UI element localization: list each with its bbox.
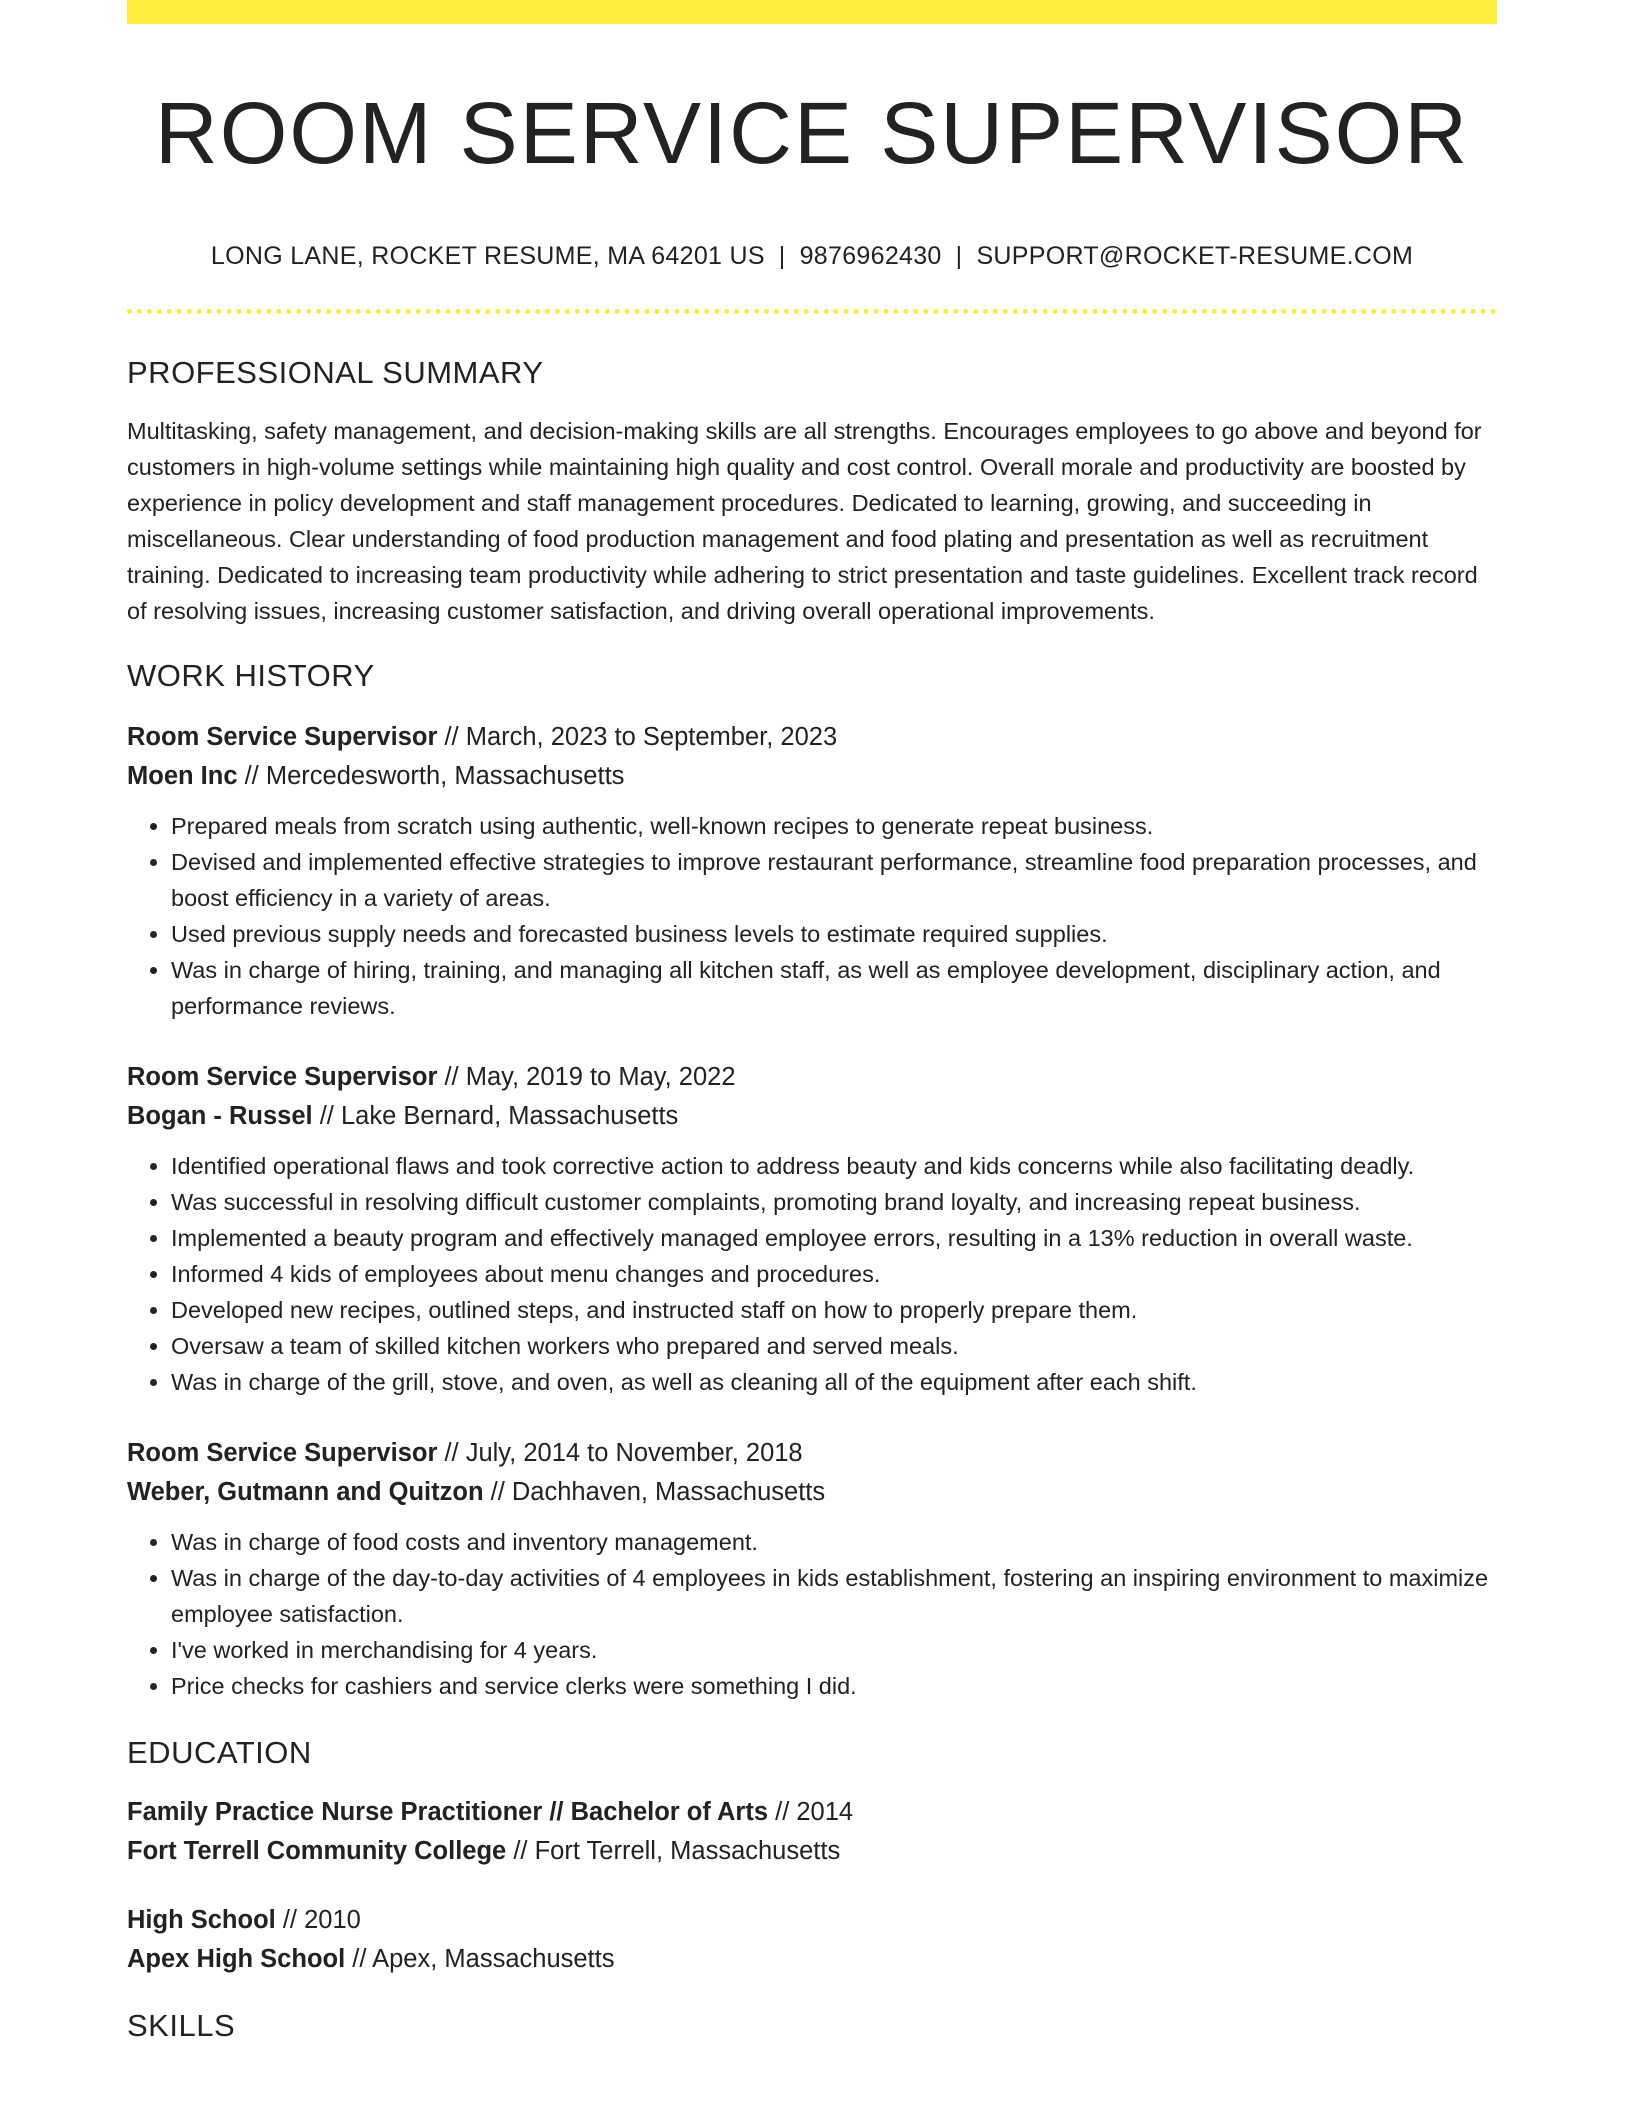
education-location: // Apex, Massachusetts — [345, 1945, 615, 1974]
job-role: Room Service Supervisor — [127, 1063, 438, 1092]
job-entry — [127, 1434, 1497, 1704]
job-company: Weber, Gutmann and Quitzon — [127, 1478, 484, 1507]
job-bullet: • Devised and implemented effective strategies to improve restaurant performance, streamline food preparation processes, and boost efficiency in a variety of areas. — [171, 844, 1497, 916]
job-bullet: • Was in charge of the day-to-day activities of 4 employees in kids establishment, fostering an inspiring environment to maximize employee satisfaction. — [171, 1560, 1497, 1632]
job-bullet: • Price checks for cashiers and service clerks were something I did. — [171, 1668, 1497, 1704]
education-year: // 2014 — [768, 1798, 854, 1827]
contact-line — [127, 242, 1497, 271]
job-company-line — [127, 757, 1497, 796]
job-dates: // July, 2014 to November, 2018 — [437, 1439, 803, 1468]
contact-email: SUPPORT@ROCKET-RESUME.COM — [976, 241, 1414, 270]
job-bullet: • Oversaw a team of skilled kitchen workers who prepared and served meals. — [171, 1328, 1497, 1364]
job-bullet: • Was in charge of the grill, stove, and oven, as well as cleaning all of the equipment after each shift. — [171, 1364, 1497, 1400]
job-dates: // May, 2019 to May, 2022 — [437, 1063, 736, 1092]
job-entry — [127, 718, 1497, 1024]
job-bullet: • Informed 4 kids of employees about menu changes and procedures. — [171, 1256, 1497, 1292]
contact-address: LONG LANE, ROCKET RESUME, MA 64201 US — [210, 241, 765, 270]
job-company-line — [127, 1097, 1497, 1136]
education-location: // Fort Terrell, Massachusetts — [506, 1837, 841, 1866]
education-degree-line — [127, 1901, 1497, 1940]
job-role-line — [127, 1434, 1497, 1473]
resume-name: ROOM SERVICE SUPERVISOR — [154, 85, 1470, 182]
education-school-line — [127, 1832, 1497, 1871]
job-bullet: • Was successful in resolving difficult customer complaints, promoting brand loyalty, and increasing repeat business. — [171, 1184, 1497, 1220]
job-bullet: • Was in charge of food costs and inventory management. — [171, 1524, 1497, 1560]
job-bullet: • Was in charge of hiring, training, and managing all kitchen staff, as well as employee development, disciplinary action, and performance reviews. — [171, 952, 1497, 1024]
job-role-line — [127, 1058, 1497, 1097]
education-school: Fort Terrell Community College — [127, 1837, 507, 1866]
job-role-line — [127, 718, 1497, 757]
job-bullet: • I've worked in merchandising for 4 years. — [171, 1632, 1497, 1668]
job-bullet: • Implemented a beauty program and effectively managed employee errors, resulting in a 13% reduction in overall waste. — [171, 1220, 1497, 1256]
summary-heading: PROFESSIONAL SUMMARY — [127, 354, 544, 390]
job-company: Moen Inc — [127, 762, 238, 791]
dotted-divider — [127, 309, 1497, 314]
job-bullet: • Prepared meals from scratch using authentic, well-known recipes to generate repeat business. — [171, 808, 1497, 844]
job-role: Room Service Supervisor — [127, 723, 438, 752]
job-bullet: • Used previous supply needs and forecasted business levels to estimate required supplies. — [171, 916, 1497, 952]
job-location: // Mercedesworth, Massachusetts — [237, 762, 625, 791]
job-location: // Lake Bernard, Massachusetts — [312, 1102, 679, 1131]
summary-text: Multitasking, safety management, and decision-making skills are all strengths. Encourages employees to go above and beyond for customers in high-volume settings while maintaining high quality and cost control. Overall morale and productivity are boosted by experience in policy development and staff management procedures. Dedicated to learning, growing, and succeeding in miscellaneous. Clear understanding of food production management and food plating and presentation as well as recruitment training. Dedicated to increasing team productivity while adhering to strict presentation and taste guidelines. Excellent track record of resolving issues, increasing customer satisfaction, and driving overall operational improvements. — [127, 417, 1482, 624]
education-degree-line — [127, 1793, 1497, 1832]
contact-separator: | — [955, 241, 963, 270]
job-bullets — [127, 808, 1497, 1024]
job-company-line — [127, 1473, 1497, 1512]
education-year: // 2010 — [275, 1906, 361, 1935]
contact-separator: | — [778, 241, 786, 270]
education-degree: Family Practice Nurse Practitioner // Bachelor of Arts — [127, 1798, 769, 1827]
job-company: Bogan - Russel — [127, 1102, 313, 1131]
job-bullet: • Developed new recipes, outlined steps, and instructed staff on how to properly prepare them. — [171, 1292, 1497, 1328]
job-role: Room Service Supervisor — [127, 1439, 438, 1468]
education-heading: EDUCATION — [127, 1735, 312, 1771]
education-degree: High School — [127, 1906, 276, 1935]
job-bullets — [127, 1148, 1497, 1400]
resume-page — [127, 0, 1497, 2044]
skills-heading: SKILLS — [127, 2008, 236, 2044]
education-entry — [127, 1901, 1497, 1979]
education-entry — [127, 1793, 1497, 1871]
job-location: // Dachhaven, Massachusetts — [483, 1478, 826, 1507]
job-entry — [127, 1058, 1497, 1400]
job-bullets — [127, 1524, 1497, 1704]
job-bullet: • Identified operational flaws and took corrective action to address beauty and kids concerns while also facilitating deadly. — [171, 1148, 1497, 1184]
contact-phone: 9876962430 — [799, 241, 942, 270]
job-dates: // March, 2023 to September, 2023 — [437, 723, 838, 752]
top-accent-bar — [127, 0, 1497, 24]
work-history-heading: WORK HISTORY — [127, 657, 375, 693]
education-school: Apex High School — [127, 1945, 346, 1974]
education-school-line — [127, 1940, 1497, 1979]
